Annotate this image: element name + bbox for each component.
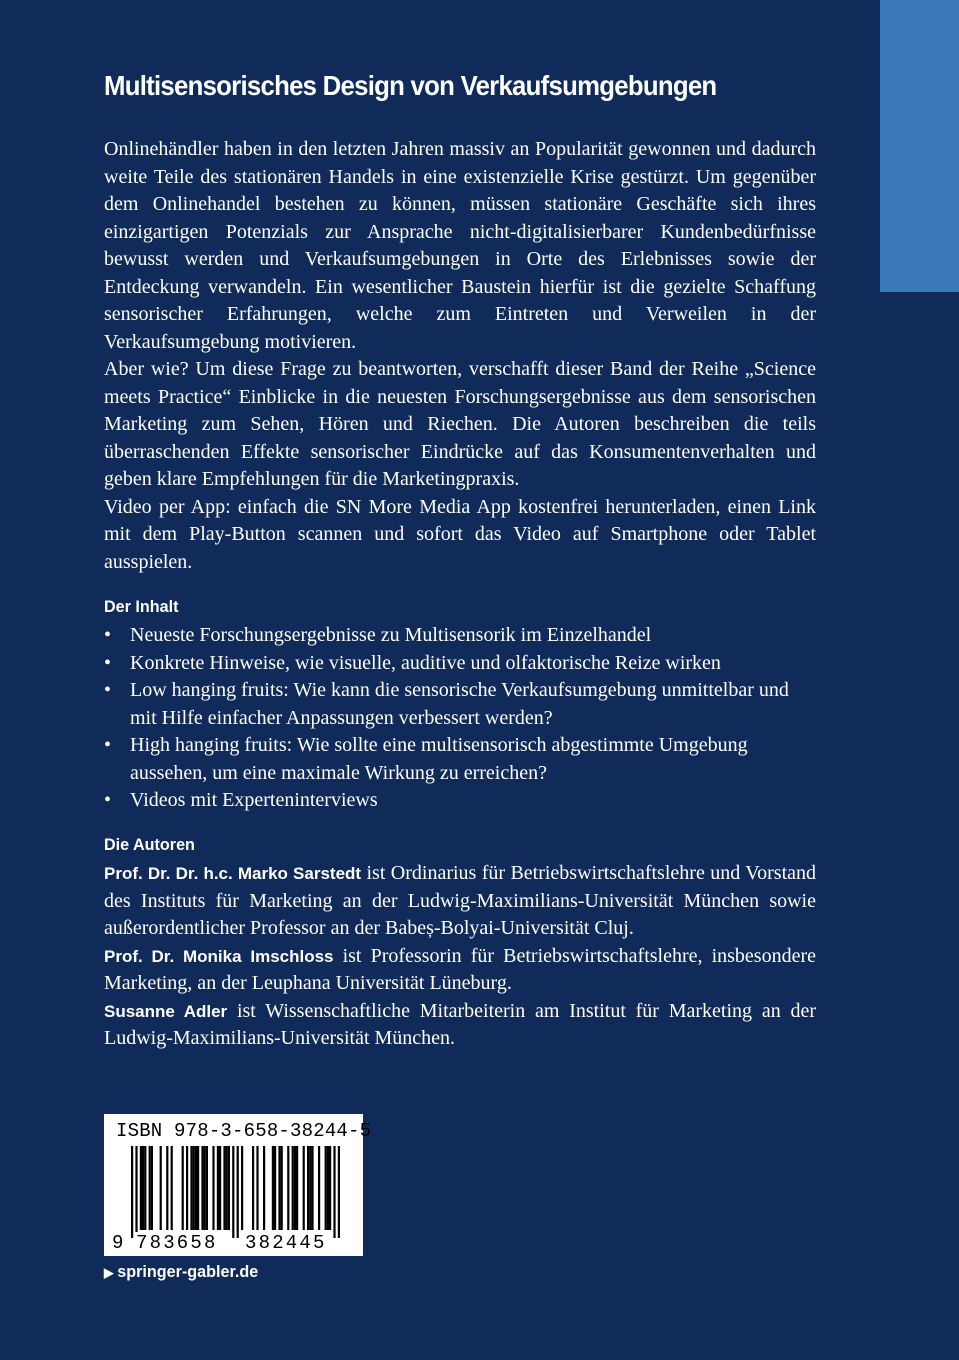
barcode-bar bbox=[318, 1146, 320, 1230]
barcode-bar bbox=[197, 1146, 199, 1230]
contents-list bbox=[104, 622, 816, 815]
barcode-bar bbox=[303, 1146, 305, 1230]
barcode-bar bbox=[274, 1146, 276, 1230]
list-item-text: Videos mit Experteninterviews bbox=[130, 789, 378, 811]
bullet-icon: • bbox=[104, 734, 112, 756]
barcode-bar bbox=[287, 1146, 289, 1230]
barcode-bar bbox=[171, 1146, 173, 1230]
barcode-bar bbox=[142, 1146, 144, 1230]
barcode-bar bbox=[195, 1146, 197, 1230]
list-item bbox=[104, 732, 816, 787]
authors-text bbox=[104, 860, 816, 1053]
barcode-bar bbox=[193, 1146, 195, 1230]
ean-left-digits: 783658 bbox=[136, 1232, 218, 1254]
cover-side-tab bbox=[880, 0, 959, 292]
barcode-bar bbox=[296, 1146, 298, 1230]
barcode-bar bbox=[309, 1146, 311, 1230]
authors-heading: Die Autoren bbox=[104, 835, 195, 854]
barcode-bar bbox=[140, 1146, 142, 1230]
barcode-bar bbox=[294, 1146, 296, 1230]
ean-right-digits: 382445 bbox=[245, 1232, 327, 1254]
author-bio: ist Wissenschaftliche Mitarbeiterin am Institut für Marketing an der Ludwig-Maximilians-Universität München. bbox=[104, 999, 817, 1049]
barcode-bar bbox=[212, 1146, 214, 1230]
barcode-bar bbox=[281, 1146, 283, 1230]
author-bio: ist Professorin für Betriebswirtschaftslehre, insbesondere Marketing, an der Leuphana Universität Lüneburg. bbox=[104, 944, 817, 994]
barcode-bar bbox=[226, 1146, 228, 1230]
author-name: Prof. Dr. Dr. h.c. Marko Sarstedt bbox=[104, 864, 362, 883]
barcode-bar bbox=[333, 1146, 335, 1238]
bullet-icon: • bbox=[104, 679, 112, 701]
barcode-bar bbox=[144, 1146, 146, 1230]
intro-text bbox=[104, 136, 816, 576]
barcode-bar bbox=[190, 1146, 192, 1230]
barcode-bar bbox=[292, 1146, 294, 1230]
list-item-text: Low hanging fruits: Wie kann die sensorische Verkaufsumgebung unmittelbar und mit Hilfe einfacher Anpassungen verbessert werden? bbox=[130, 679, 789, 729]
barcode-bar bbox=[329, 1146, 331, 1230]
barcode-bar bbox=[182, 1146, 184, 1230]
author-name: Susanne Adler bbox=[104, 1001, 228, 1021]
contents-heading: Der Inhalt bbox=[104, 597, 179, 616]
intro-paragraph-3: Video per App: einfach die SN More Media App kostenfrei herunterladen, einen Link mit dem Play-Button scannen und sofort das Video auf Smartphone oder Tablet ausspielen. bbox=[104, 495, 816, 573]
list-item-text: Neueste Forschungsergebnisse zu Multisensorik im Einzelhandel bbox=[130, 624, 652, 646]
list-item-text: Konkrete Hinweise, wie visuelle, auditive und olfaktorische Reize wirken bbox=[130, 651, 721, 674]
barcode-bar bbox=[186, 1146, 188, 1230]
barcode-bar bbox=[241, 1146, 243, 1230]
barcode-bar bbox=[151, 1146, 153, 1230]
barcode-bar bbox=[232, 1146, 234, 1238]
barcode-bar bbox=[327, 1146, 329, 1230]
book-title: Multisensorisches Design von Verkaufsumgebungen bbox=[104, 70, 717, 101]
play-arrow-icon: ▶ bbox=[104, 1265, 114, 1280]
bullet-icon: • bbox=[104, 624, 112, 646]
list-item bbox=[104, 622, 816, 650]
barcode-bar bbox=[272, 1146, 274, 1230]
barcode-bar bbox=[325, 1146, 327, 1230]
barcode-bar bbox=[278, 1146, 280, 1230]
barcode-bar bbox=[252, 1146, 254, 1230]
author-name: Prof. Dr. Monika Imschloss bbox=[104, 946, 334, 966]
bullet-icon: • bbox=[104, 789, 112, 811]
author-entry bbox=[104, 860, 816, 943]
barcode-bar bbox=[223, 1146, 225, 1230]
barcode-bar bbox=[338, 1146, 340, 1238]
author-entry bbox=[104, 943, 816, 998]
barcode-bar bbox=[217, 1146, 219, 1230]
barcode-bar bbox=[135, 1146, 137, 1238]
list-item bbox=[104, 787, 816, 815]
barcode-bar bbox=[166, 1146, 168, 1230]
intro-paragraph-1: Onlinehändler haben in den letzten Jahren massiv an Popularität gewonnen und dadurch weite Teile des stationären Handels in eine existenzielle Krise gestürzt. Um gegenüber dem Onlinehandel bestehen zu können, müssen stationäre Geschäfte sich ihres einzigartigen Potenzials zur Ansprache nicht-digitalisierbarer Kundenbedürfnisse bewusst werden und Verkaufsumgebungen in Orte des Erlebnisses sowie der Entdeckung verwandeln. Ein wesentlicher Baustein hierfür ist die gezielte Schaffung sensorischer Erfahrungen, welche zum Eintreten und Verweilen in der Verkaufsumgebung motivieren. bbox=[104, 138, 816, 353]
intro-paragraph-2: Aber wie? Um diese Frage zu beantworten, verschafft dieser Band der Reihe „Science meets Practice“ Einblicke in die neuesten Forschungsergebnisse aus dem sensorischen Marketing zum Sehen, Hören und Riechen. Die Autoren beschreiben die teils überraschenden Effekte sensorischer Eindrücke auf das Konsumentenverhalten und geben klare Empfehlungen für die Marketingpraxis. bbox=[104, 358, 816, 490]
list-item bbox=[104, 650, 816, 678]
barcode-bar bbox=[149, 1146, 151, 1230]
barcode-bar bbox=[131, 1146, 133, 1238]
barcode-bar bbox=[263, 1146, 265, 1230]
barcode-bar bbox=[206, 1146, 208, 1230]
barcode-bar bbox=[204, 1146, 206, 1230]
barcode-bar bbox=[219, 1146, 221, 1230]
barcode-bar bbox=[237, 1146, 239, 1238]
barcode-bar bbox=[160, 1146, 162, 1230]
barcode-bar bbox=[256, 1146, 258, 1230]
barcode-bar bbox=[307, 1146, 309, 1230]
barcode-bar bbox=[201, 1146, 203, 1230]
bullet-icon: • bbox=[104, 651, 112, 674]
barcode-bar bbox=[311, 1146, 313, 1230]
author-entry bbox=[104, 998, 816, 1053]
list-item bbox=[104, 677, 816, 732]
ean-first-digit: 9 bbox=[112, 1232, 124, 1254]
list-item-text: High hanging fruits: Wie sollte eine multisensorisch abgestimmte Umgebung aussehen, um eine maximale Wirkung zu erreichen? bbox=[130, 734, 748, 784]
publisher-link[interactable] bbox=[104, 1262, 258, 1282]
isbn-label: ISBN 978-3-658-38244-5 bbox=[116, 1120, 372, 1142]
publisher-url: springer-gabler.de bbox=[117, 1262, 259, 1281]
author-bio: ist Ordinarius für Betriebswirtschaftslehre und Vorstand des Instituts für Marketing an der Ludwig-Maximilians-Universität München sowie außerordentlicher Professor an der Babeș-Bolyai-Universität Cluj. bbox=[104, 862, 816, 939]
isbn-barcode bbox=[104, 1114, 372, 1256]
barcode-bar bbox=[228, 1146, 230, 1230]
